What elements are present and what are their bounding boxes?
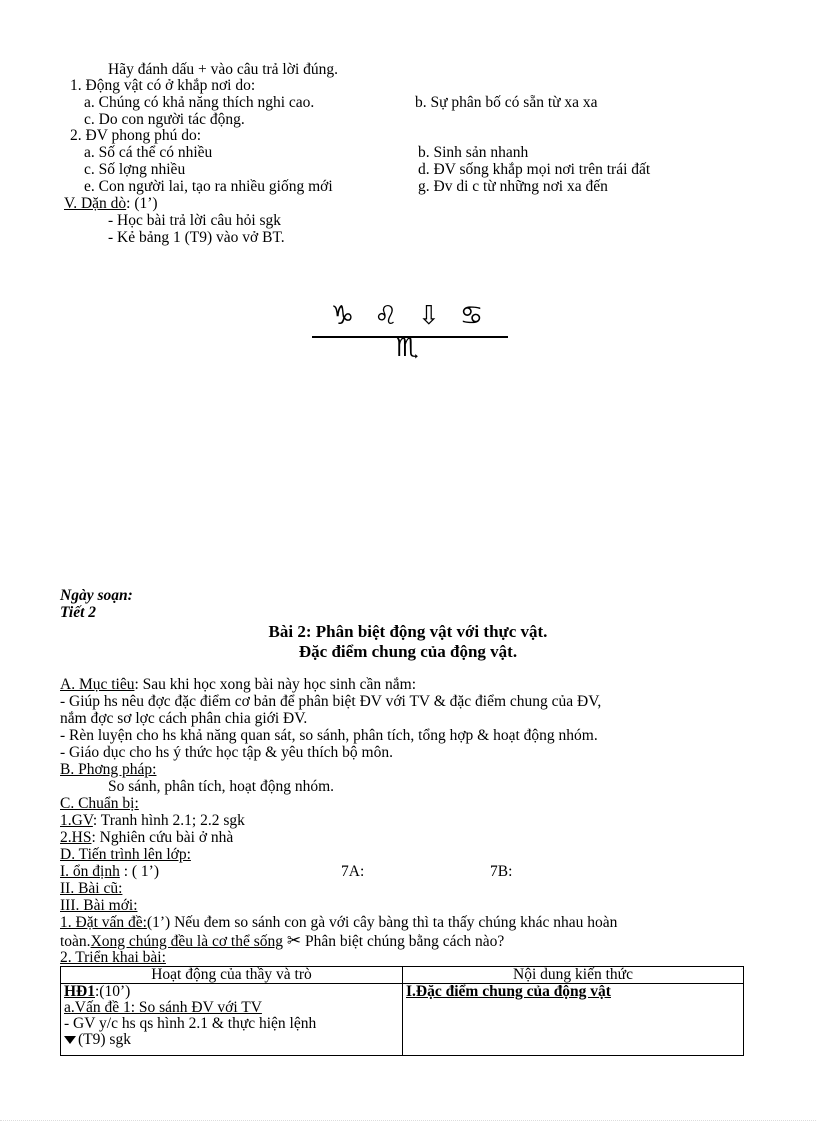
objective-1a: - Giúp hs nêu đợc đặc điểm cơ bản để phân biệt ĐV với TV & đặc điểm chung của ĐV, [60,693,602,710]
content-heading: I.Đặc điểm chung của động vật [406,983,611,1000]
page-bottom-divider [0,1120,816,1121]
table-header-activities: Hoạt động của thầy và trò [61,967,403,984]
quiz-instruction: Hãy đánh dấu + vào câu trả lời đúng. [108,61,338,78]
lesson-title-line-1: Bài 2: Phân biệt động vật với thực vật. [268,622,548,641]
quiz-option-2b: b. Sinh sản nhanh [418,144,529,161]
decorative-symbol-divider: ♑ ♌ ⇩ ♋ ♏ [312,300,508,338]
objective-2: - Rèn luyện cho hs khả năng quan sát, so sánh, phân tích, tổng hợp & hoạt động nhóm. [60,727,598,744]
scissors-icon: ✂ [286,931,302,951]
intro-text-1: (1’) Nếu đem so sánh con gà với cây bàng thì ta thấy chúng khác nhau hoàn [146,914,618,931]
organization-line [60,864,159,880]
intro-line-2 [60,933,504,950]
old-lesson-heading: II. Bài cũ: [60,880,123,897]
objectives-intro: : Sau khi học xong bài này học sinh cần nắm: [134,676,417,693]
prep-student-label: 2.HS [60,829,92,846]
deploy-heading: 2. Triển khai bài: [60,949,166,966]
objectives-heading: A. Mục tiêu [60,676,135,693]
lesson-title-line-2: Đặc điểm chung của động vật. [298,642,518,661]
quiz-option-2e: e. Con người lai, tạo ra nhiều giống mới [84,178,333,195]
quiz-option-2g: g. Đv di c từ những nơi xa đến [418,178,608,195]
prep-teacher-text: : Tranh hình 2.1; 2.2 sgk [92,812,245,829]
homework-heading-line [64,196,158,212]
homework-time: : (1’) [126,195,158,212]
class-7b-label: 7B: [490,863,513,880]
methods-text: So sánh, phân tích, hoạt động nhóm. [108,778,335,795]
objective-1b: nắm đợc sơ lợc cách phân chia giới ĐV. [60,710,308,727]
intro-text-2a: toàn. [60,933,91,950]
task-line-2-wrap [64,1032,399,1048]
intro-text-2c: Phân biệt chúng bằng cách nào? [301,933,505,950]
objective-3: - Giáo dục cho hs ý thức học tập & yêu thích bộ môn. [60,744,393,761]
triangle-down-icon [64,1036,76,1044]
organization-label: I. ổn định [60,863,120,880]
task-line-1: - GV y/c hs qs hình 2.1 & thực hiện lệnh [64,1015,317,1032]
task-line-2: (T9) sgk [78,1031,131,1048]
organization-time: : ( 1’) [119,863,160,880]
process-heading: D. Tiến trình lên lớp: [60,846,191,863]
quiz-option-1a: a. Chúng có khả năng thích nghi cao. [84,94,315,111]
homework-item-1: - Học bài trả lời câu hỏi sgk [108,212,282,229]
quiz-option-2a: a. Số cá thể có nhiều [84,144,213,161]
prep-student-line [60,830,233,846]
table-header-row [61,967,744,984]
quiz-option-2c: c. Số lợng nhiều [84,161,186,178]
content-cell [403,984,744,1056]
table-row [61,984,744,1056]
prep-teacher-line [60,813,245,829]
quiz-option-2d: d. ĐV sống khắp mọi nơi trên trái đất [418,161,651,178]
preparation-heading: C. Chuẩn bị: [60,795,139,812]
homework-item-2: - Kẻ bảng 1 (T9) vào vở BT. [108,229,285,246]
intro-text-2b: Xong chúng đều là cơ thể sống [90,933,283,950]
quiz-question-2: 2. ĐV phong phú do: [70,127,202,144]
activity-cell [61,984,403,1056]
period-label: Tiết 2 [60,604,97,621]
quiz-option-1c: c. Do con người tác động. [84,111,245,128]
homework-heading: V. Dặn dò [64,195,127,212]
activity-time: :(10’) [95,983,131,1000]
lesson-activity-table [60,966,744,1056]
issue-label: a.Vấn đề 1: So sánh ĐV với TV [64,999,262,1016]
prep-student-text: : Nghiên cứu bài ở nhà [91,829,234,846]
activity-title-line [64,984,399,1000]
date-label: Ngày soạn: [60,587,133,604]
prep-teacher-label: 1.GV [60,812,93,829]
objectives-line [60,677,416,693]
table-header-content: Nội dung kiến thức [403,967,744,984]
methods-heading: B. Phơng pháp: [60,761,157,778]
intro-label: 1. Đặt vấn đề: [60,914,147,931]
intro-line-1 [60,915,617,931]
class-7a-label: 7A: [341,863,365,880]
quiz-option-1b: b. Sự phân bố có sẵn từ xa xa [415,94,598,111]
activity-label: HĐ1 [64,983,95,1000]
quiz-question-1: 1. Động vật có ở khắp nơi do: [70,77,256,94]
new-lesson-heading: III. Bài mới: [60,897,138,914]
